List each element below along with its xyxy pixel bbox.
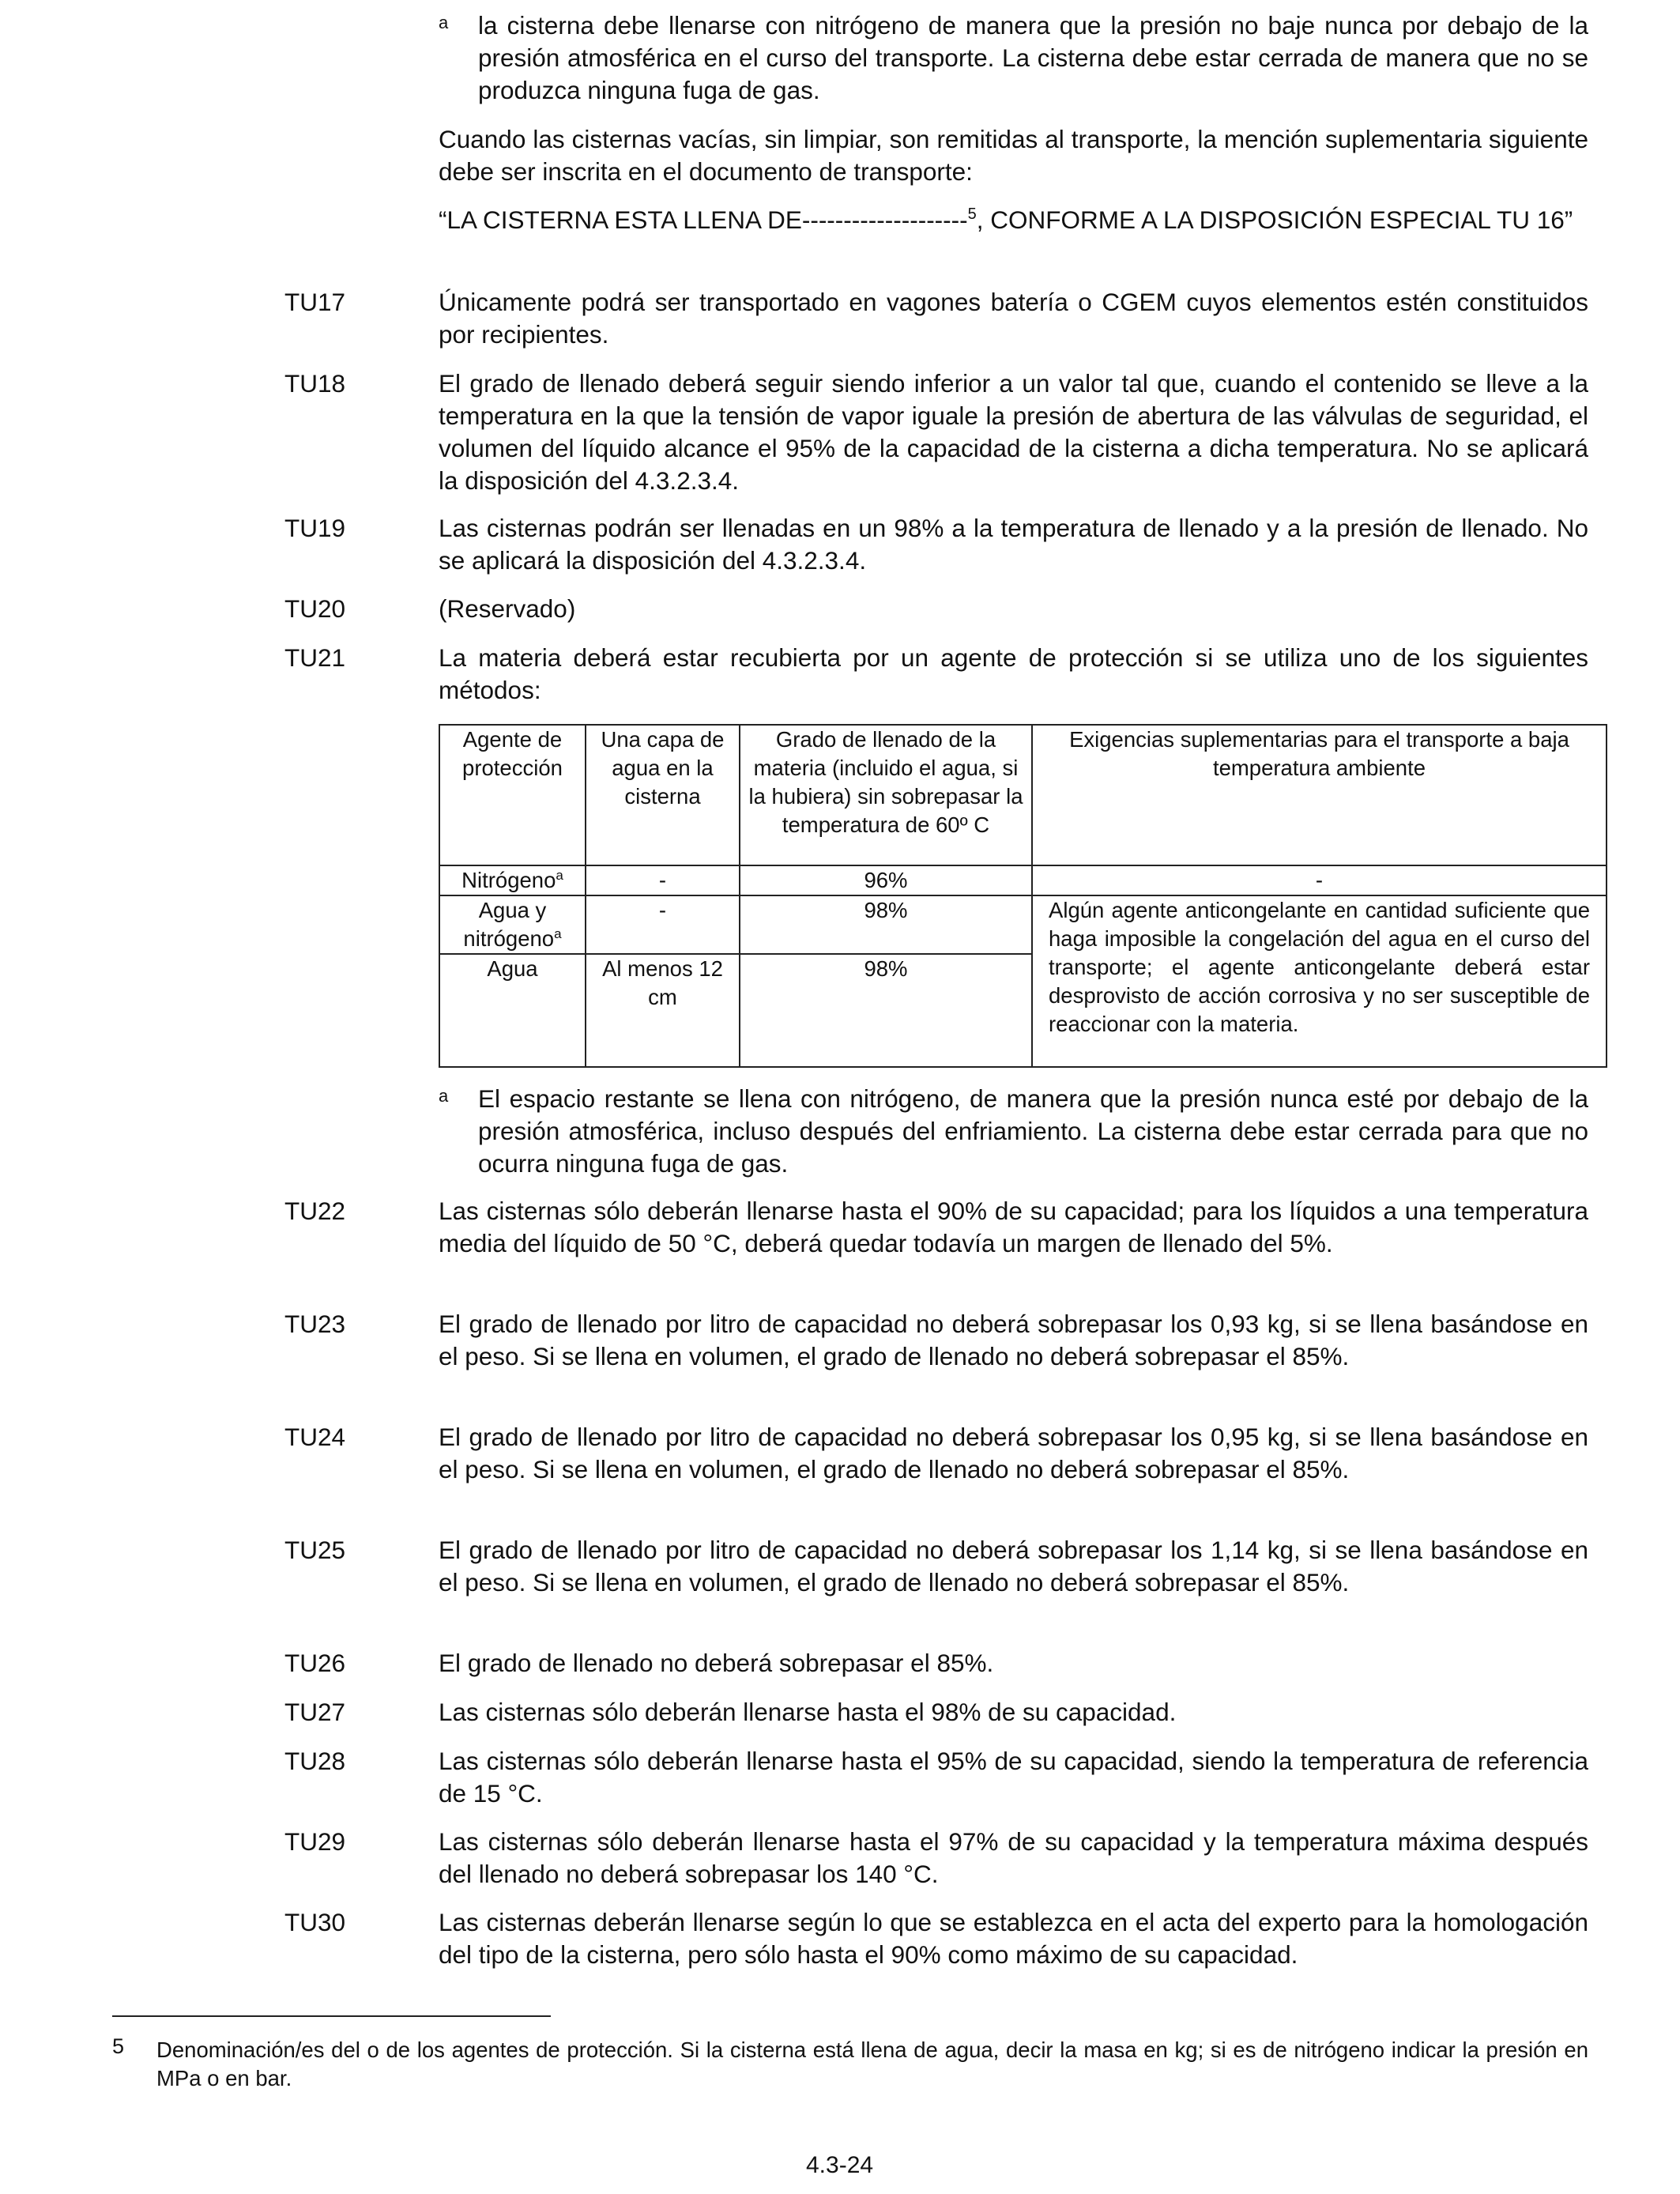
footnote-text: El espacio restante se llena con nitrógeno, de manera que la presión nunca esté por debajo de la presión atmosférica, incluso después del enfriamiento. La cisterna debe estar cerrada para que no ocurra ninguna fuga de gas. <box>478 1084 1588 1178</box>
provision-code-tu26: TU26 <box>284 1649 346 1677</box>
cell-filling: 98% <box>740 895 1032 954</box>
continued-table-footnote <box>439 9 1588 107</box>
cell-filling: 96% <box>740 865 1032 895</box>
table-row <box>439 895 1607 954</box>
cell-water-layer: - <box>586 895 740 954</box>
provision-text-tu25: El grado de llenado por litro de capacidad no deberá sobrepasar los 1,14 kg, si se llena basándose en el peso. Si se llena en volumen, el grado de llenado no deberá sobrepasar el 85%. <box>439 1536 1588 1596</box>
footnote-reference: a <box>554 926 562 941</box>
provision-text-tu21: La materia deberá estar recubierta por un agente de protección si se utiliza uno de los siguientes métodos: <box>439 643 1588 704</box>
cell-filling: 98% <box>740 954 1032 1067</box>
mention-text-start: “LA CISTERNA ESTA LLENA DE-------------------- <box>439 205 968 234</box>
cell-water-layer: - <box>586 865 740 895</box>
provision-code-tu28: TU28 <box>284 1747 346 1775</box>
provision-code-tu30: TU30 <box>284 1908 346 1936</box>
provision-text-tu30: Las cisternas deberán llenarse según lo que se establezca en el acta del experto para la homologación del tipo de la cisterna, pero sólo hasta el 90% como máximo de su capacidad. <box>439 1908 1588 1969</box>
provision-code-tu29: TU29 <box>284 1827 346 1856</box>
provision-text-tu23: El grado de llenado por litro de capacidad no deberá sobrepasar los 0,93 kg, si se llena basándose en el peso. Si se llena en volumen, el grado de llenado no deberá sobrepasar el 85%. <box>439 1310 1588 1370</box>
cell-agent: Agua <box>439 954 586 1067</box>
cell-agent <box>439 865 586 895</box>
provision-text-tu27: Las cisternas sólo deberán llenarse hasta el 98% de su capacidad. <box>439 1698 1177 1726</box>
provision-text-tu22: Las cisternas sólo deberán llenarse hasta el 90% de su capacidad; para los líquidos a una temperatura media del líquido de 50 °C, deberá quedar todavía un margen de llenado del 5%. <box>439 1197 1588 1257</box>
header-protection-agent: Agente de protección <box>439 725 586 865</box>
protection-agent-table <box>439 724 1607 1068</box>
page-number: 4.3-24 <box>806 2152 874 2178</box>
cell-agent <box>439 895 586 954</box>
table-footnote <box>439 1083 1588 1180</box>
footnote-text: la cisterna debe llenarse con nitrógeno de manera que la presión no baje nunca por debajo de la presión atmosférica en el curso del transporte. La cisterna debe estar cerrada de manera que no se produzca ninguna fuga de gas. <box>478 11 1588 104</box>
header-additional-requirements: Exigencias suplementarias para el transporte a baja temperatura ambiente <box>1032 725 1607 865</box>
table-row <box>439 865 1607 895</box>
mention-text-end: , CONFORME A LA DISPOSICIÓN ESPECIAL TU 16” <box>976 205 1573 234</box>
table-header-row <box>439 725 1607 865</box>
provision-text-tu26: El grado de llenado no deberá sobrepasar el 85%. <box>439 1649 994 1677</box>
provision-text-tu20: (Reservado) <box>439 594 576 623</box>
provision-code-tu21: TU21 <box>284 643 346 672</box>
header-filling-degree: Grado de llenado de la materia (incluido el agua, si la hubiera) sin sobrepasar la temperatura de 60º C <box>740 725 1032 865</box>
provision-text-tu19: Las cisternas podrán ser llenadas en un 98% a la temperatura de llenado y a la presión de llenado. No se aplicará la disposición del 4.3.2.3.4. <box>439 514 1588 575</box>
footnote-mark: a <box>439 13 449 32</box>
provision-code-tu27: TU27 <box>284 1698 346 1726</box>
cell-water-layer: Al menos 12 cm <box>586 954 740 1067</box>
provision-code-tu24: TU24 <box>284 1423 346 1451</box>
footnote-reference: 5 <box>967 205 977 223</box>
intro-paragraph: Cuando las cisternas vacías, sin limpiar, son remitidas al transporte, la mención suplementaria siguiente debe ser inscrita en el documento de transporte: <box>439 125 1588 186</box>
footnote-separator <box>112 2015 551 2017</box>
provision-text-tu24: El grado de llenado por litro de capacidad no deberá sobrepasar los 0,95 kg, si se llena basándose en el peso. Si se llena en volumen, el grado de llenado no deberá sobrepasar el 85%. <box>439 1423 1588 1483</box>
provision-text-tu28: Las cisternas sólo deberán llenarse hasta el 95% de su capacidad, siendo la temperatura de referencia de 15 °C. <box>439 1747 1588 1808</box>
provision-code-tu19: TU19 <box>284 514 346 542</box>
provision-code-tu23: TU23 <box>284 1310 346 1338</box>
page-footnote-text: Denominación/es del o de los agentes de protección. Si la cisterna está llena de agua, decir la masa en kg; si es de nitrógeno indicar la presión en MPa o en bar. <box>156 2038 1588 2090</box>
transport-document-mention <box>439 204 1588 236</box>
provision-code-tu25: TU25 <box>284 1536 346 1564</box>
footnote-number: 5 <box>112 2034 125 2058</box>
provision-code-tu20: TU20 <box>284 594 346 623</box>
cell-requirements: Algún agente anticongelante en cantidad suficiente que haga imposible la congelación del agua en el curso del transporte; el agente anticongelante deberá estar desprovisto de acción corrosiva y no ser susceptible de reaccionar con la materia. <box>1032 895 1607 1067</box>
agent-name: Nitrógeno <box>461 868 556 892</box>
provision-text-tu18: El grado de llenado deberá seguir siendo inferior a un valor tal que, cuando el contenido se lleve a la temperatura en la que la tensión de vapor iguale la presión de abertura de las válvulas de seguridad, el volumen del líquido alcance el 95% de la capacidad de la cisterna a dicha temperatura. No se aplicará la disposición del 4.3.2.3.4. <box>439 369 1588 495</box>
provision-text-tu17: Únicamente podrá ser transportado en vagones batería o CGEM cuyos elementos estén constituidos por recipientes. <box>439 288 1588 349</box>
footnote-reference: a <box>556 868 563 883</box>
provision-code-tu18: TU18 <box>284 369 346 398</box>
header-water-layer: Una capa de agua en la cisterna <box>586 725 740 865</box>
cell-requirements: - <box>1032 865 1607 895</box>
footnote-mark: a <box>439 1086 449 1106</box>
provision-text-tu29: Las cisternas sólo deberán llenarse hasta el 97% de su capacidad y la temperatura máxima después del llenado no deberá sobrepasar los 140 °C. <box>439 1827 1588 1888</box>
provision-code-tu17: TU17 <box>284 288 346 316</box>
provision-code-tu22: TU22 <box>284 1197 346 1225</box>
agent-name: Agua y nitrógeno <box>463 898 555 951</box>
